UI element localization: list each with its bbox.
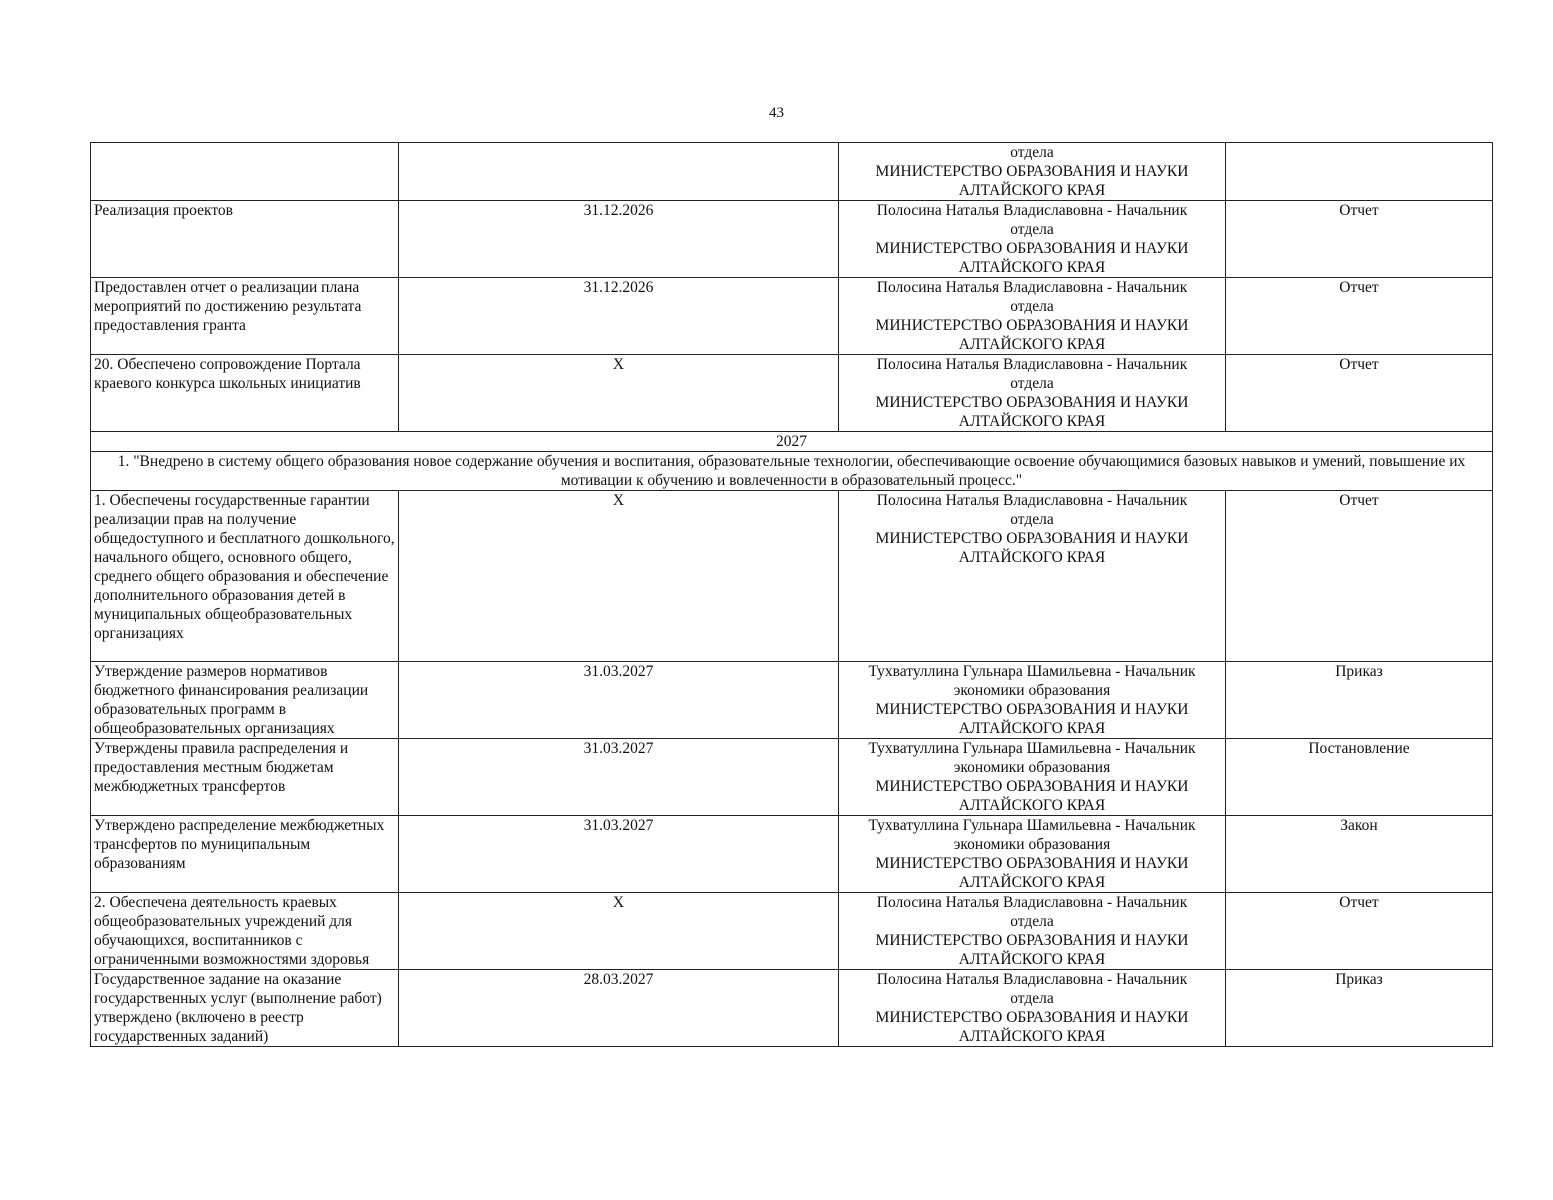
responsible-line: Полосина Наталья Владиславовна - Начальник (876, 279, 1188, 296)
responsible-line: МИНИСТЕРСТВО ОБРАЗОВАНИЯ И НАУКИ (875, 701, 1189, 718)
table-row (91, 662, 1493, 739)
responsible-line: экономики образования (953, 759, 1111, 776)
responsible-line: отдела (1010, 221, 1054, 238)
responsible-cell (839, 970, 1226, 1047)
responsible-line: отдела (1010, 511, 1054, 528)
date-cell: X (399, 355, 839, 432)
date-cell: 31.03.2027 (399, 662, 839, 739)
document-cell: Закон (1226, 816, 1493, 893)
responsible-line: отдела (1010, 144, 1054, 161)
responsible-line: АЛТАЙСКОГО КРАЯ (958, 797, 1106, 814)
responsible-line: МИНИСТЕРСТВО ОБРАЗОВАНИЯ И НАУКИ (875, 317, 1189, 334)
responsible-line: Тухватуллина Гульнара Шамильевна - Начальник (868, 817, 1196, 834)
responsible-cell (839, 278, 1226, 355)
document-cell: Отчет (1226, 491, 1493, 662)
table-row (91, 143, 1493, 201)
plan-table (90, 142, 1493, 1047)
document-cell: Отчет (1226, 201, 1493, 278)
document-cell: Приказ (1226, 970, 1493, 1047)
table-row (91, 201, 1493, 278)
responsible-line: МИНИСТЕРСТВО ОБРАЗОВАНИЯ И НАУКИ (875, 932, 1189, 949)
document-cell: Отчет (1226, 893, 1493, 970)
responsible-cell (839, 143, 1226, 201)
goal-cell: 1. "Внедрено в систему общего образования новое содержание обучения и воспитания, образовательные технологии, обеспечивающие освоение обучающимися базовых навыков и умений, повышение их мотивации к обучению и вовлеченности в образовательный процесс." (91, 452, 1493, 491)
responsible-line: АЛТАЙСКОГО КРАЯ (958, 259, 1106, 276)
responsible-cell (839, 893, 1226, 970)
document-cell: Постановление (1226, 739, 1493, 816)
table-row (91, 970, 1493, 1047)
responsible-cell (839, 355, 1226, 432)
responsible-line: АЛТАЙСКОГО КРАЯ (958, 549, 1106, 566)
responsible-cell (839, 662, 1226, 739)
plan-table-body (91, 143, 1493, 1047)
event-cell (91, 143, 399, 201)
responsible-line: Полосина Наталья Владиславовна - Начальник (876, 894, 1188, 911)
responsible-cell (839, 816, 1226, 893)
responsible-line: Полосина Наталья Владиславовна - Начальник (876, 492, 1188, 509)
responsible-cell (839, 201, 1226, 278)
responsible-line: АЛТАЙСКОГО КРАЯ (958, 182, 1106, 199)
year-row (91, 432, 1493, 452)
event-cell: 2. Обеспечена деятельность краевых общеобразовательных учреждений для обучающихся, воспитанников с ограниченными возможностями здоровья (91, 893, 399, 970)
responsible-line: МИНИСТЕРСТВО ОБРАЗОВАНИЯ И НАУКИ (875, 855, 1189, 872)
event-cell: Утверждено распределение межбюджетных трансфертов по муниципальным образованиям (91, 816, 399, 893)
event-cell: Реализация проектов (91, 201, 399, 278)
responsible-line: АЛТАЙСКОГО КРАЯ (958, 720, 1106, 737)
responsible-line: отдела (1010, 990, 1054, 1007)
event-cell: Утверждены правила распределения и предоставления местным бюджетам межбюджетных трансфертов (91, 739, 399, 816)
responsible-line: МИНИСТЕРСТВО ОБРАЗОВАНИЯ И НАУКИ (875, 778, 1189, 795)
date-cell: X (399, 491, 839, 662)
responsible-cell (839, 491, 1226, 662)
year-cell: 2027 (91, 432, 1493, 452)
date-cell: 31.03.2027 (399, 739, 839, 816)
date-cell (399, 143, 839, 201)
responsible-line: экономики образования (953, 682, 1111, 699)
responsible-line: МИНИСТЕРСТВО ОБРАЗОВАНИЯ И НАУКИ (875, 240, 1189, 257)
document-cell: Отчет (1226, 355, 1493, 432)
responsible-line: АЛТАЙСКОГО КРАЯ (958, 951, 1106, 968)
event-cell: Предоставлен отчет о реализации плана мероприятий по достижению результата предоставления гранта (91, 278, 399, 355)
responsible-line: АЛТАЙСКОГО КРАЯ (958, 1028, 1106, 1045)
document-cell (1226, 143, 1493, 201)
responsible-line: Тухватуллина Гульнара Шамильевна - Начальник (868, 740, 1196, 757)
event-cell: Утверждение размеров нормативов бюджетного финансирования реализации образовательных программ в общеобразовательных организациях (91, 662, 399, 739)
table-row (91, 278, 1493, 355)
date-cell: 31.03.2027 (399, 816, 839, 893)
date-cell: X (399, 893, 839, 970)
goal-row (91, 452, 1493, 491)
responsible-line: АЛТАЙСКОГО КРАЯ (958, 874, 1106, 891)
event-cell: Государственное задание на оказание государственных услуг (выполнение работ) утверждено (включено в реестр государственных заданий) (91, 970, 399, 1047)
table-row (91, 355, 1493, 432)
responsible-line: отдела (1010, 375, 1054, 392)
responsible-line: АЛТАЙСКОГО КРАЯ (958, 336, 1106, 353)
responsible-line: МИНИСТЕРСТВО ОБРАЗОВАНИЯ И НАУКИ (875, 394, 1189, 411)
table-row (91, 893, 1493, 970)
responsible-line: МИНИСТЕРСТВО ОБРАЗОВАНИЯ И НАУКИ (875, 1009, 1189, 1026)
page-number: 43 (769, 105, 784, 121)
document-cell: Отчет (1226, 278, 1493, 355)
responsible-line: АЛТАЙСКОГО КРАЯ (958, 413, 1106, 430)
responsible-line: экономики образования (953, 836, 1111, 853)
date-cell: 31.12.2026 (399, 201, 839, 278)
table-row (91, 816, 1493, 893)
responsible-line: отдела (1010, 298, 1054, 315)
responsible-line: Полосина Наталья Владиславовна - Начальник (876, 202, 1188, 219)
document-cell: Приказ (1226, 662, 1493, 739)
responsible-line: Полосина Наталья Владиславовна - Начальник (876, 971, 1188, 988)
date-cell: 31.12.2026 (399, 278, 839, 355)
responsible-cell (839, 739, 1226, 816)
event-cell: 20. Обеспечено сопровождение Портала краевого конкурса школьных инициатив (91, 355, 399, 432)
table-row (91, 491, 1493, 662)
responsible-line: Полосина Наталья Владиславовна - Начальник (876, 356, 1188, 373)
event-cell: 1. Обеспечены государственные гарантии реализации прав на получение общедоступного и бесплатного дошкольного, начального общего, основного общего, среднего общего образования и обеспечение дополнительного образования детей в муниципальных общеобразовательных организациях (91, 491, 399, 662)
responsible-line: МИНИСТЕРСТВО ОБРАЗОВАНИЯ И НАУКИ (875, 530, 1189, 547)
responsible-line: отдела (1010, 913, 1054, 930)
responsible-line: МИНИСТЕРСТВО ОБРАЗОВАНИЯ И НАУКИ (875, 163, 1189, 180)
date-cell: 28.03.2027 (399, 970, 839, 1047)
table-row (91, 739, 1493, 816)
responsible-line: Тухватуллина Гульнара Шамильевна - Начальник (868, 663, 1196, 680)
